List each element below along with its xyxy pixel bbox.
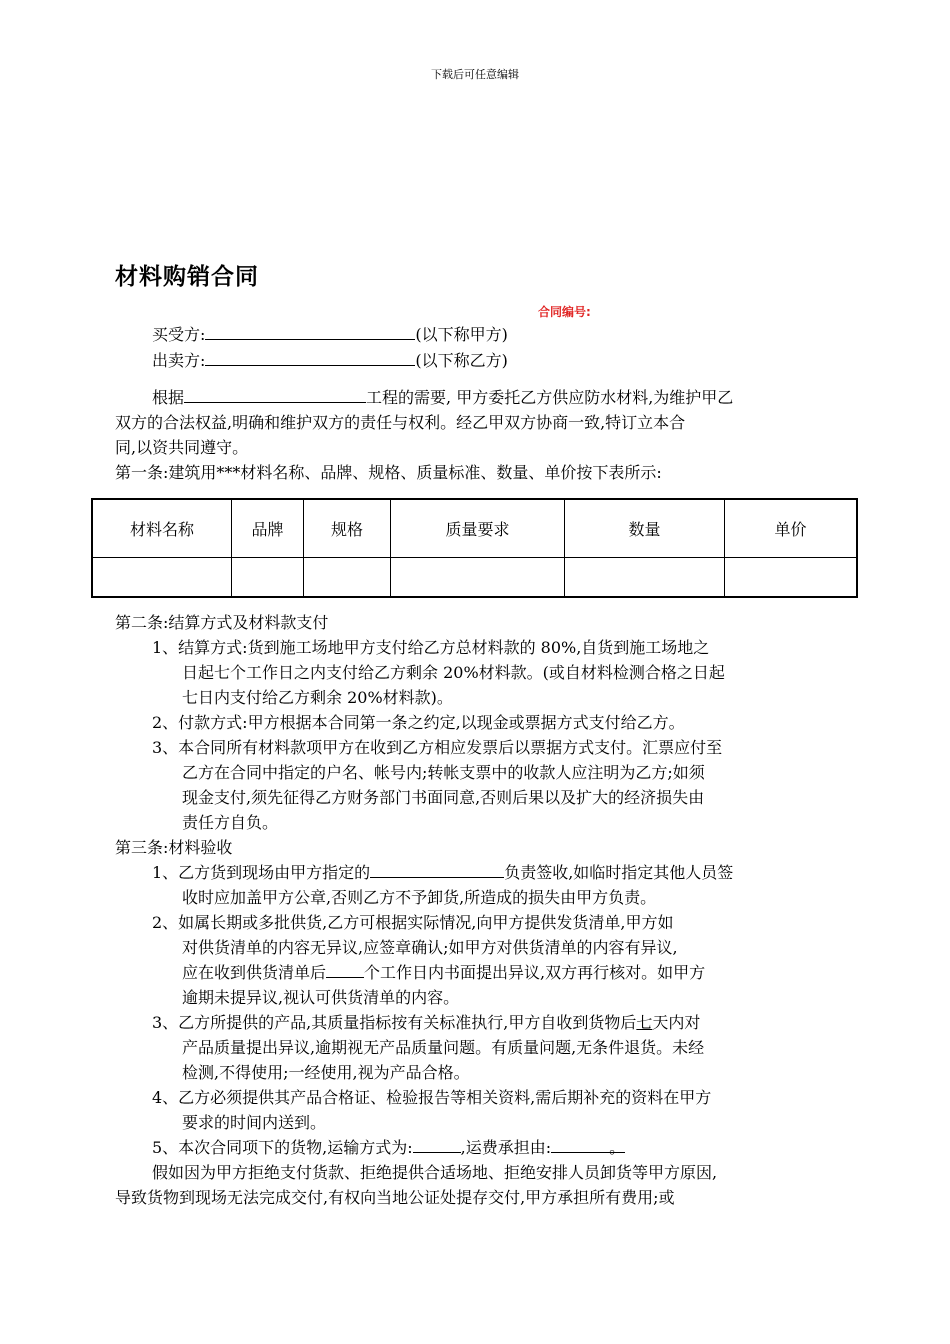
article-2-item-1-line-1: 1、结算方式:货到施工场地甲方支付给乙方总材料款的 80%,自货到施工场地之 [152, 638, 710, 657]
a3i5-end: 。 [609, 1135, 625, 1153]
article-3-item-1-line-2: 收时应加盖甲方公章,否则乙方不予卸货,所造成的损失由甲方负责。 [182, 888, 657, 907]
cell-material-name[interactable] [92, 558, 232, 598]
contract-number-label: 合同编号: [538, 305, 591, 319]
article-2-item-3-line-3: 现金支付,须先征得乙方财务部门书面同意,否则后果以及扩大的经济损失由 [182, 788, 705, 807]
buyer-line [152, 322, 508, 347]
a3i5-prefix: 5、本次合同项下的货物,运输方式为: [152, 1138, 413, 1157]
col-brand: 品牌 [232, 499, 304, 558]
article-2-item-3-line-1: 3、本合同所有材料款项甲方在收到乙方相应发票后以票据方式支付。汇票应付至 [152, 738, 723, 757]
a3i1-prefix: 1、乙方货到现场由甲方指定的 [152, 863, 371, 882]
seller-suffix: (以下称乙方) [415, 351, 508, 370]
document-title: 材料购销合同 [115, 264, 259, 290]
article-2-item-3-line-2: 乙方在合同中指定的户名、帐号内;转帐支票中的收款人应注明为乙方;如须 [182, 763, 705, 782]
article-3-paragraph-line-2: 导致货物到现场无法完成交付,有权向当地公证处提存交付,甲方承担所有费用;或 [115, 1188, 675, 1207]
article-3-item-2-line-1: 2、如属长期或多批供货,乙方可根据实际情况,向甲方提供发货清单,甲方如 [152, 913, 674, 932]
article-3-item-3-line-1 [152, 1010, 700, 1035]
seller-name-field[interactable] [205, 348, 415, 366]
a3i2-prefix: 应在收到供货清单后 [182, 963, 327, 982]
article-3-item-2-line-3 [182, 960, 705, 985]
a3i3-suffix: 天内对 [652, 1013, 701, 1032]
col-unit-price: 单价 [725, 499, 858, 558]
col-material-name: 材料名称 [92, 499, 232, 558]
article-3-title: 第三条:材料验收 [115, 838, 233, 857]
intro-line-1 [152, 385, 733, 410]
article-1: 第一条:建筑用***材料名称、品牌、规格、质量标准、数量、单价按下表所示: [115, 463, 662, 482]
seller-line [152, 348, 508, 373]
article-3-item-2-line-2: 对供货清单的内容无异议,应签章确认;如甲方对供货清单的内容有异议, [182, 938, 678, 957]
article-3-item-5 [152, 1135, 625, 1160]
col-quantity: 数量 [565, 499, 725, 558]
materials-table [91, 498, 858, 598]
project-name-field[interactable] [184, 385, 366, 403]
table-row [92, 558, 857, 598]
article-2-title: 第二条:结算方式及材料款支付 [115, 613, 329, 632]
cell-unit-price[interactable] [725, 558, 858, 598]
intro-line-2: 双方的合法权益,明确和维护双方的责任与权利。经乙甲双方协商一致,特订立本合 [115, 413, 686, 432]
a3i1-suffix: 负责签收,如临时指定其他人员签 [504, 863, 734, 882]
cell-quality[interactable] [391, 558, 565, 598]
article-3-paragraph-line-1: 假如因为甲方拒绝支付货款、拒绝提供合适场地、拒绝安排人员卸货等甲方原因, [152, 1163, 718, 1182]
table-header-row [92, 499, 857, 558]
intro-line-3: 同,以资共同遵守。 [115, 438, 249, 457]
buyer-suffix: (以下称甲方) [415, 325, 508, 344]
article-2-item-3-line-4: 责任方自负。 [182, 813, 279, 832]
buyer-label: 买受方: [152, 325, 206, 344]
cell-spec[interactable] [304, 558, 391, 598]
inspection-days: 七 [636, 1013, 653, 1032]
page-header: 下载后可任意编辑 [431, 68, 519, 81]
designated-signer-field[interactable] [370, 860, 504, 878]
article-2-item-1-line-3: 七日内支付给乙方剩余 20%材料款)。 [182, 688, 453, 707]
col-quality: 质量要求 [391, 499, 565, 558]
article-3-item-3-line-2: 产品质量提出异议,逾期视无产品质量问题。有质量问题,无条件退货。未经 [182, 1038, 705, 1057]
article-3-item-3-line-3: 检测,不得使用;一经使用,视为产品合格。 [182, 1063, 470, 1082]
cell-brand[interactable] [232, 558, 304, 598]
objection-days-field[interactable] [326, 960, 364, 978]
buyer-name-field[interactable] [205, 322, 415, 340]
seller-label: 出卖方: [152, 351, 206, 370]
a3i3-prefix: 3、乙方所提供的产品,其质量指标按有关标准执行,甲方自收到货物后 [152, 1013, 637, 1032]
intro-suffix: 工程的需要, 甲方委托乙方供应防水材料,为维护甲乙 [366, 388, 734, 407]
article-2-item-2: 2、付款方式:甲方根据本合同第一条之约定,以现金或票据方式支付给乙方。 [152, 713, 685, 732]
transport-method-field[interactable] [413, 1135, 461, 1153]
article-3-item-4-line-2: 要求的时间内送到。 [182, 1113, 327, 1132]
a3i5-mid: ,运费承担由: [460, 1138, 552, 1157]
article-3-item-4-line-1: 4、乙方必须提供其产品合格证、检验报告等相关资料,需后期补充的资料在甲方 [152, 1088, 712, 1107]
intro-prefix: 根据 [152, 388, 185, 407]
article-3-item-2-line-4: 逾期未提异议,视认可供货清单的内容。 [182, 988, 460, 1007]
col-spec: 规格 [304, 499, 391, 558]
article-3-item-1-line-1 [152, 860, 733, 885]
freight-bearer-field[interactable] [551, 1135, 609, 1153]
article-2-item-1-line-2: 日起七个工作日之内支付给乙方剩余 20%材料款。(或自材料检测合格之日起 [182, 663, 725, 682]
cell-quantity[interactable] [565, 558, 725, 598]
a3i2-suffix: 个工作日内书面提出异议,双方再行核对。如甲方 [364, 963, 706, 982]
